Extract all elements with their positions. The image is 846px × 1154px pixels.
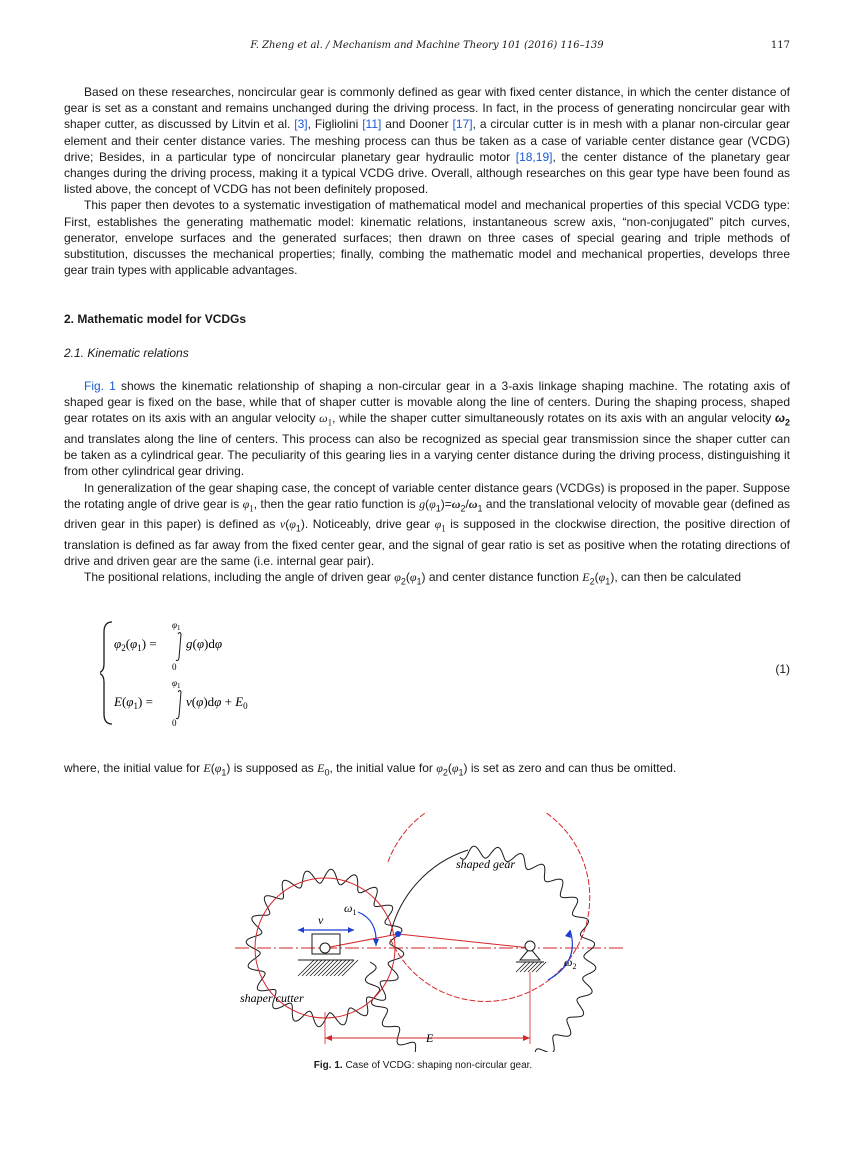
equation-graphic (100, 618, 320, 728)
ref-link-17[interactable]: [17] (452, 117, 473, 132)
contact-point (395, 931, 401, 937)
intro-text (64, 84, 790, 278)
cutter-pivot (320, 943, 330, 953)
omega1-sub: 1 (352, 908, 357, 917)
phi1: $\varphi_1$ (242, 496, 254, 514)
text: and center distance function (425, 570, 583, 585)
text: and translates along the line of centers. This process can also be recognized as special gear transmission since the shaper cutter can be taken as a cylindrical gear. The peculiarity of this gearing lies in a varying center distance during the driving process, distinguishing it from other cylindrical gear driving. (64, 432, 790, 479)
omega2-arrowhead (565, 930, 571, 938)
hatch-line (310, 960, 326, 976)
kinematic-text (64, 378, 790, 590)
ref-link-3[interactable]: [3] (294, 117, 308, 132)
text: , the initial value for (329, 761, 437, 775)
hatch-line (330, 960, 346, 976)
figure-1 (230, 812, 630, 1052)
text: , a circular cutter is in mesh with a planar non-circular gear element and their center distance varies. The meshing process can thus be taken as a case of variable center distance gear (VCDG) drive; Besides, in a particular type of noncircular planetary gear hydraulic motor (64, 117, 790, 164)
text: is supposed as (230, 761, 318, 775)
omega1-label (344, 901, 356, 917)
upper-limit-1: $\varphi_1$ (172, 620, 181, 632)
shaped-pivot (525, 941, 535, 951)
shaped-hatch (516, 962, 546, 972)
left-brace (100, 622, 112, 724)
integral-1 (176, 633, 181, 661)
v-expr: v (279, 517, 286, 532)
text: and Dooner (381, 117, 453, 132)
paragraph-4: In generalization of the gear shaping case, the concept of variable center distance gears (VCDGs) is proposed in the paper. Suppose the rotating angle of drive gear is $\varphi_1$, then the gear ratio function is $g(\varphi_1)=\omega_2/\omega_1$ and the translational velocity of movable gear (defined as driven gear in this paper) is defined as $v(\varphi_1)$. Noticeably, drive gear $\varphi_1$ is supposed in the clockwise direction, the positive direction of translation is defined as far away from the fixed center gear, and the signal of gear ratio is set as positive when the rotating directions of drive and driven gear are the same (i.e. internal gear pair). (64, 480, 791, 569)
E-label: E (426, 1031, 434, 1045)
cutter-hatch (298, 960, 358, 976)
journal-citation: F. Zheng et al. / Mechanism and Machine Theory 101 (2016) 116–139 (250, 40, 604, 51)
rhs1: g(φ)dφ (186, 636, 223, 651)
lower-limit-1: 0 (172, 662, 177, 672)
omega2-symbol: ω (564, 955, 573, 969)
post-equation-text (64, 760, 790, 781)
lhs1: $\varphi_2(\varphi_1)$ = (114, 636, 157, 653)
text: shows the kinematic relationship of shaping a non-circular gear in a 3-axis linkage shaping machine. The rotating axis of shaped gear is fixed on the base, while that of shaper cutter is movable along the line of centers. During the shaping process, shaped gear rotates on its axis with an angular velocity (64, 379, 790, 426)
text: The positional relations, including the angle of driven gear (84, 570, 395, 585)
paragraph-3 (64, 378, 790, 480)
hatch-line (306, 960, 322, 976)
text: , while the shaper cutter simultaneously rotates on its axis with an angular velocity (332, 411, 775, 426)
gear-diagram (230, 812, 630, 1052)
fig-1-link[interactable]: Fig. 1 (84, 379, 116, 393)
omega-2: $\omega_2$ (774, 411, 790, 428)
contact-line-1 (398, 934, 530, 948)
upper-limit-2: $\varphi_1$ (172, 678, 181, 690)
hatch-line (334, 960, 350, 976)
equation-1 (100, 618, 790, 728)
omega1-arrowhead (373, 939, 379, 946)
lhs2: $E(\varphi_1)$ = (114, 694, 153, 711)
hatch-line (342, 960, 358, 976)
hatch-line (302, 960, 318, 976)
paragraph-1 (64, 84, 790, 197)
running-header (64, 40, 790, 56)
paragraph-2: This paper then devotes to a systematic investigation of mathematical model and mechanical properties of this special VCDG type: First, establishes the generating mathematic model: kinematic relations, instantaneous screw axis, “non-conjugated” pitch curves, generator, envelope surfaces and the generated surfaces; then drawn on three cases of special gearing and triple methods of substitution, discusses the mechanical properties; finally, combing the mathematic model and mechanical properties, develops three gear train types with applicable advantages. (64, 198, 790, 278)
omega-1: $\omega_1$ (319, 411, 333, 428)
paragraph-6: where, the initial value for $E(\varphi_1)$ is supposed as $E_0$, the initial value for $\varphi_2(\varphi_1)$ is set as zero and can thus be omitted. (64, 761, 677, 778)
text: , Figliolini (307, 117, 363, 132)
text: and the translational velocity of movable gear (defined as driven gear in this paper) is defined as (64, 496, 791, 532)
section-heading: 2. Mathematic model for VCDGs (64, 312, 247, 326)
ref-link-11[interactable]: [11] (362, 117, 382, 132)
ref-link-18-19[interactable]: [18,19] (515, 149, 553, 164)
caption-text: Case of VCDG: shaping non-circular gear. (342, 1060, 533, 1071)
omega1-symbol: ω (344, 901, 353, 915)
text: In generalization of the gear shaping case, the concept of variable center distance gears (VCDGs) is proposed in the paper. Suppose the rotating angle of drive gear is (64, 480, 790, 511)
phi1: $\varphi_1$ (434, 517, 446, 534)
integral-2 (176, 691, 181, 719)
subsection-heading: 2.1. Kinematic relations (64, 346, 189, 360)
hatch-line (298, 960, 314, 976)
page-number: 117 (770, 40, 790, 51)
hatch-line (338, 960, 354, 976)
text: , can then be calculated (614, 570, 742, 585)
text: is set as zero and can thus be omitted. (467, 761, 677, 775)
text: , the center distance of the planetary gear changes during the driving process, making it a typical VCDG drive. Overall, although researches on this gear type have been found as listed above, the concept of VCDG has not been definitely proposed. (64, 149, 790, 197)
omega2-sub: 2 (572, 962, 577, 971)
caption-label: Fig. 1. (313, 1060, 343, 1071)
contact-line-2 (325, 934, 398, 948)
text: . Noticeably, drive gear (304, 517, 435, 532)
hatch-line (326, 960, 342, 976)
figure-caption (0, 1060, 846, 1071)
E2-expr: E (582, 570, 590, 585)
text: , then the gear ratio function is (253, 496, 420, 511)
text: Based on these researches, noncircular gear is commonly defined as gear with fixed center distance, in which the center distance of gear is set as a constant and remains unchanged during the driving process. In fact, in the process of generating noncircular gear with shaper cutter, as discussed by Litvin et al. (64, 85, 790, 132)
text: where, the initial value for (64, 761, 204, 775)
shaper-cutter-label: shaper cutter (240, 991, 304, 1005)
text: is supposed in the clockwise direction, the positive direction of translation is defined as far away from the fixed center gear, and the signal of gear ratio is set as positive when the rotating directions of drive and driven gear are the same (i.e. internal gear pair). (64, 517, 790, 569)
shaped-gear-label: shaped gear (456, 857, 515, 871)
hatch-line (322, 960, 338, 976)
gear-ratio-expr: g (419, 496, 426, 511)
equation-number: (1) (775, 662, 790, 676)
hatch-line (318, 960, 334, 976)
omega-symbol: ω (319, 411, 328, 426)
omega2-label (564, 955, 576, 971)
paragraph-5: The positional relations, including the angle of driven gear $\varphi_2(\varphi_1)$ and center distance function $E_2(\varphi_1)$, can then be calculated (84, 570, 742, 587)
hatch-line (314, 960, 330, 976)
lower-limit-2: 0 (172, 718, 177, 728)
v-label: v (318, 913, 324, 927)
rhs2: $v(\varphi)d\varphi + E_0$ (186, 694, 248, 711)
shaped-pitch-curve (388, 812, 590, 1001)
phi2-expr: φ (394, 570, 401, 585)
